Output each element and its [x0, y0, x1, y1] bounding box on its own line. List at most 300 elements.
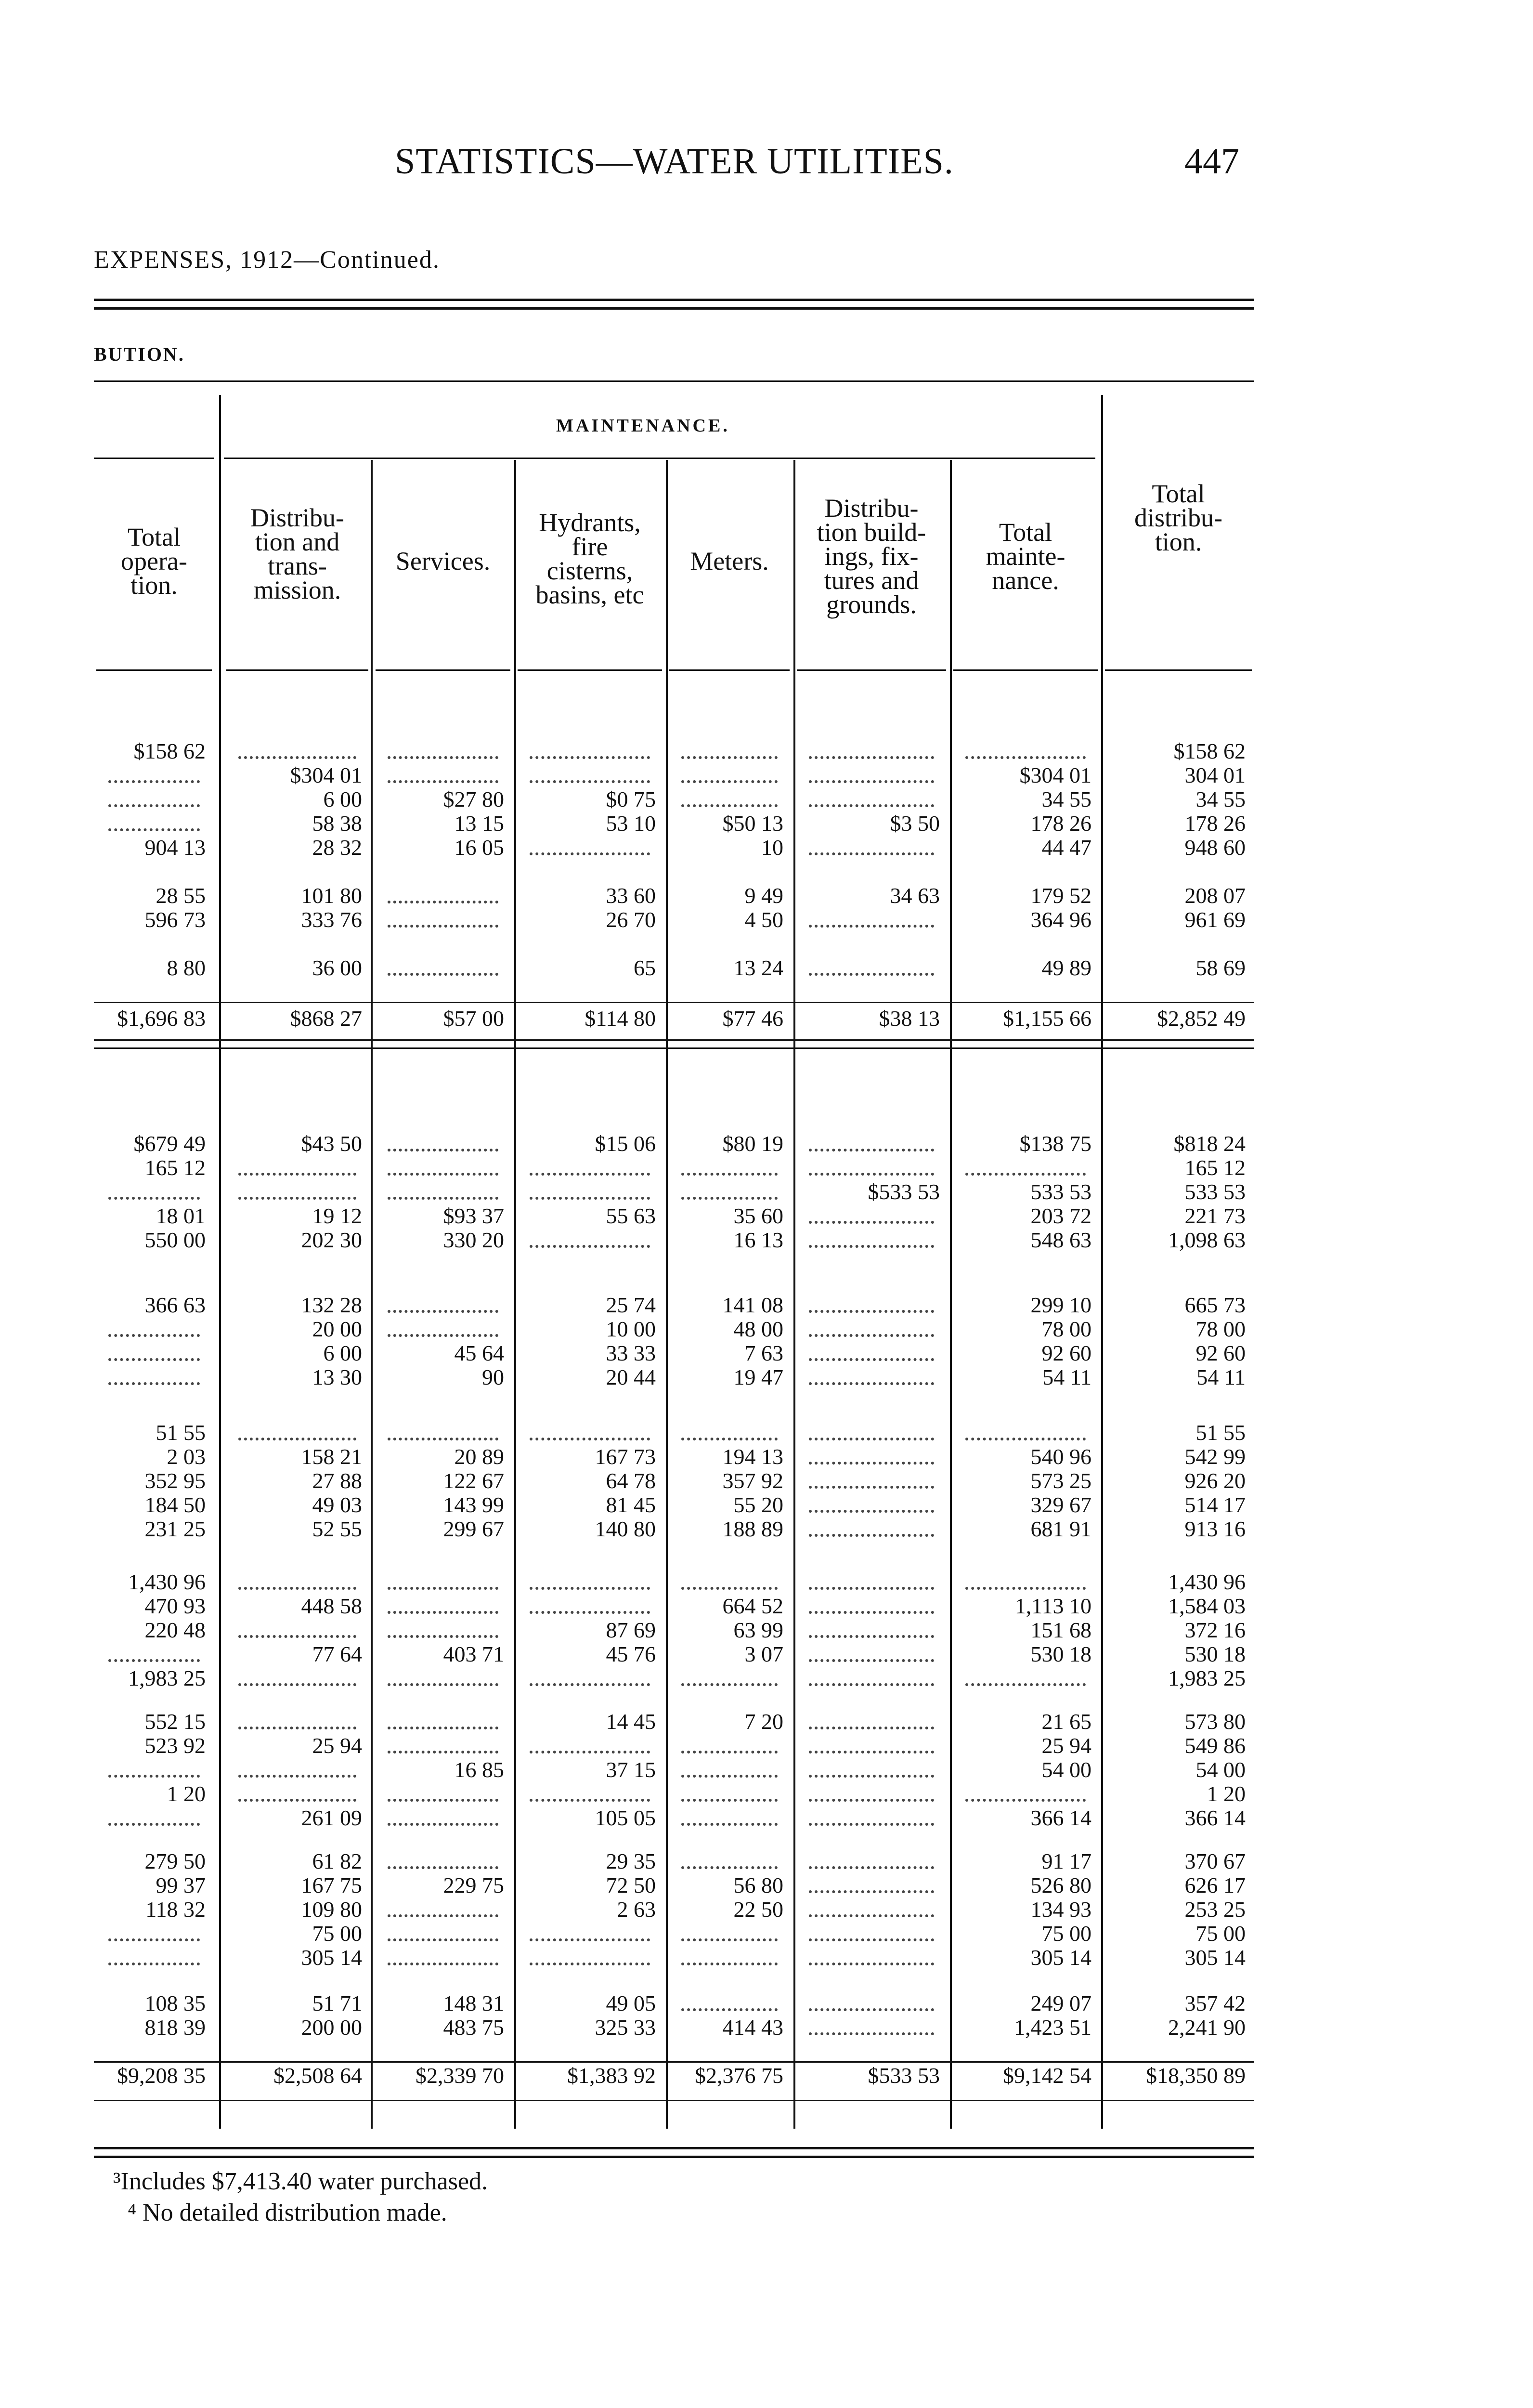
leader-dots — [809, 973, 934, 976]
table-cell: 18 01 — [156, 1204, 206, 1228]
table-cell: 13 15 — [454, 811, 504, 836]
table-cell: 52 55 — [312, 1517, 362, 1541]
leader-dots — [238, 1587, 356, 1590]
table-cell: 27 88 — [312, 1468, 362, 1493]
header-bottom-rule — [376, 669, 510, 671]
table-cell: 45 64 — [454, 1341, 504, 1365]
leader-dots — [388, 1938, 498, 1941]
table-cell: 34 63 — [890, 883, 940, 908]
table-cell: 25 94 — [312, 1733, 362, 1758]
header-bottom-rule — [518, 669, 662, 671]
table-cell: 25 94 — [1041, 1733, 1091, 1758]
column-header: Distribu- tion build- ings, fix- tures and grounds. — [817, 494, 926, 619]
leader-dots — [108, 1938, 200, 1941]
running-title: STATISTICS—WATER UTILITIES. — [395, 141, 954, 182]
table-cell: $114 80 — [585, 1006, 656, 1031]
table-cell: 184 50 — [144, 1492, 206, 1517]
table-cell: 904 13 — [144, 835, 206, 860]
leader-dots — [238, 1173, 356, 1176]
leader-dots — [530, 1587, 650, 1590]
leader-dots — [809, 1245, 934, 1248]
leader-dots — [809, 1635, 934, 1638]
column-header: Total distribu- tion. — [1134, 479, 1222, 556]
leader-dots — [388, 1197, 498, 1200]
leader-dots — [530, 1751, 650, 1754]
top-rule-2 — [94, 307, 1254, 310]
table-cell: 1,423 51 — [1014, 2015, 1091, 2040]
leader-dots — [681, 1438, 778, 1440]
table-cell: 105 05 — [595, 1806, 656, 1830]
table-cell: 22 50 — [733, 1897, 783, 1922]
leader-dots — [530, 1197, 650, 1200]
table-cell: 9 49 — [744, 883, 783, 908]
leader-dots — [809, 780, 934, 783]
table-cell: 28 32 — [312, 835, 362, 860]
table-cell: 357 42 — [1184, 1991, 1246, 2015]
table-cell: $304 01 — [290, 763, 362, 787]
leader-dots — [530, 1438, 650, 1440]
table-cell: 2 63 — [617, 1897, 656, 1922]
leader-dots — [965, 1438, 1086, 1440]
table-cell: 148 31 — [443, 1991, 504, 2015]
table-cell: 55 20 — [733, 1492, 783, 1517]
table-cell: 19 47 — [733, 1365, 783, 1389]
table-cell: 165 12 — [1184, 1155, 1246, 1180]
table-cell: 3 07 — [744, 1642, 783, 1666]
column-header: Distribu- tion and trans- mission. — [250, 503, 344, 604]
table-cell: $57 00 — [443, 1006, 504, 1031]
leader-dots — [809, 2008, 934, 2011]
table-cell: 372 16 — [1184, 1618, 1246, 1642]
leader-dots — [388, 756, 498, 759]
table-cell: $77 46 — [722, 1006, 783, 1031]
table-cell: 352 95 — [144, 1468, 206, 1493]
table-cell: $533 53 — [868, 2063, 940, 2088]
table-cell: 165 12 — [144, 1155, 206, 1180]
table-cell: 366 14 — [1030, 1806, 1091, 1830]
leader-dots — [965, 1799, 1086, 1802]
total-rule — [94, 1002, 1254, 1003]
leader-dots — [238, 1438, 356, 1440]
leader-dots — [809, 1310, 934, 1313]
column-divider — [371, 460, 373, 2129]
leader-dots — [681, 1823, 778, 1826]
leader-dots — [388, 1310, 498, 1313]
table-cell: 92 60 — [1041, 1341, 1091, 1365]
table-cell: 229 75 — [443, 1873, 504, 1898]
table-cell: 72 50 — [606, 1873, 656, 1898]
total-rule — [94, 2061, 1254, 2063]
table-cell: $1,696 83 — [117, 1006, 206, 1031]
table-cell: 329 67 — [1030, 1492, 1091, 1517]
table-cell: 118 32 — [145, 1897, 206, 1922]
table-cell: 664 52 — [722, 1594, 783, 1618]
header-bottom-rule — [669, 669, 790, 671]
table-cell: $2,376 75 — [695, 2063, 783, 2088]
table-cell: 61 82 — [312, 1849, 362, 1873]
table-cell: 178 26 — [1030, 811, 1091, 836]
header-bottom-rule — [96, 669, 212, 671]
table-cell: 37 15 — [606, 1757, 656, 1782]
table-cell: 56 80 — [733, 1873, 783, 1898]
leader-dots — [681, 1938, 778, 1941]
leader-dots — [238, 1683, 356, 1686]
table-cell: 200 00 — [301, 2015, 362, 2040]
footnote-3: ³Includes $7,413.40 water purchased. — [113, 2168, 488, 2195]
table-cell: $679 49 — [133, 1131, 206, 1156]
table-cell: $138 75 — [1019, 1131, 1091, 1156]
total-rule — [94, 1039, 1254, 1041]
leader-dots — [388, 1963, 498, 1965]
table-cell: $304 01 — [1019, 763, 1091, 787]
table-cell: 366 63 — [144, 1293, 206, 1317]
leader-dots — [681, 2008, 778, 2011]
table-cell: 665 73 — [1184, 1293, 1246, 1317]
leader-dots — [108, 1775, 200, 1778]
header-bottom-rule — [953, 669, 1098, 671]
table-cell: 526 80 — [1030, 1873, 1091, 1898]
table-cell: $158 62 — [1173, 739, 1246, 763]
table-cell: 19 12 — [312, 1204, 362, 1228]
table-cell: 188 89 — [722, 1517, 783, 1541]
table-cell: 151 68 — [1030, 1618, 1091, 1642]
table-cell: 178 26 — [1184, 811, 1246, 836]
leader-dots — [809, 1149, 934, 1152]
leader-dots — [108, 1358, 200, 1361]
table-cell: 364 96 — [1030, 907, 1091, 932]
leader-dots — [530, 756, 650, 759]
table-cell: 51 55 — [156, 1420, 206, 1445]
leader-dots — [809, 1659, 934, 1662]
table-cell: 370 67 — [1184, 1849, 1246, 1873]
table-cell: 530 18 — [1030, 1642, 1091, 1666]
table-cell: $9,208 35 — [117, 2063, 206, 2088]
table-cell: 14 45 — [606, 1709, 656, 1734]
table-cell: 305 14 — [1030, 1945, 1091, 1970]
table-cell: 109 80 — [301, 1897, 362, 1922]
leader-dots — [108, 828, 200, 831]
column-divider — [219, 395, 221, 2129]
leader-dots — [809, 1963, 934, 1965]
table-cell: 16 13 — [733, 1228, 783, 1252]
total-rule — [94, 1047, 1254, 1049]
table-cell: 366 14 — [1184, 1806, 1246, 1830]
table-cell: $533 53 — [868, 1179, 940, 1204]
table-cell: 305 14 — [301, 1945, 362, 1970]
table-cell: 325 33 — [595, 2015, 656, 2040]
leader-dots — [809, 1587, 934, 1590]
table-cell: $38 13 — [879, 1006, 940, 1031]
table-cell: $158 62 — [133, 739, 206, 763]
table-cell: $2,508 64 — [273, 2063, 362, 2088]
table-cell: 81 45 — [606, 1492, 656, 1517]
table-cell: 681 91 — [1030, 1517, 1091, 1541]
table-cell: $9,142 54 — [1003, 2063, 1091, 2088]
table-cell: 26 70 — [606, 907, 656, 932]
table-cell: 58 69 — [1195, 955, 1246, 980]
table-cell: $15 06 — [595, 1131, 656, 1156]
leader-dots — [809, 1221, 934, 1224]
table-cell: $2,339 70 — [416, 2063, 504, 2088]
leader-dots — [809, 1823, 934, 1826]
table-cell: 253 25 — [1184, 1897, 1246, 1922]
leader-dots — [809, 804, 934, 807]
table-cell: 36 00 — [312, 955, 362, 980]
table-cell: 54 11 — [1042, 1365, 1091, 1389]
table-cell: 357 92 — [722, 1468, 783, 1493]
table-cell: 134 93 — [1030, 1897, 1091, 1922]
table-cell: 1,983 25 — [1168, 1666, 1246, 1690]
table-cell: 8 80 — [167, 955, 206, 980]
table-cell: 1,113 10 — [1014, 1594, 1091, 1618]
top-rule-1 — [94, 299, 1254, 301]
leader-dots — [809, 1866, 934, 1869]
table-cell: 99 37 — [156, 1873, 206, 1898]
leader-dots — [809, 1382, 934, 1385]
leader-dots — [108, 780, 200, 783]
table-cell: 540 96 — [1030, 1444, 1091, 1469]
table-cell: 45 76 — [606, 1642, 656, 1666]
leader-dots — [530, 1173, 650, 1176]
column-header: Services. — [395, 547, 491, 576]
leader-dots — [681, 1799, 778, 1802]
leader-dots — [388, 1914, 498, 1917]
bottom-rule-2 — [94, 2156, 1254, 2158]
table-cell: 16 85 — [454, 1757, 504, 1782]
table-cell: 573 80 — [1184, 1709, 1246, 1734]
leader-dots — [809, 1938, 934, 1941]
table-cell: 20 00 — [312, 1317, 362, 1341]
leader-dots — [809, 1462, 934, 1465]
table-cell: 4 50 — [744, 907, 783, 932]
table-cell: 483 75 — [443, 2015, 504, 2040]
table-cell: 1,098 63 — [1168, 1228, 1246, 1252]
table-cell: 78 00 — [1195, 1317, 1246, 1341]
table-top-rule — [94, 380, 1254, 382]
table-cell: 143 99 — [443, 1492, 504, 1517]
subtitle: EXPENSES, 1912—Continued. — [94, 246, 440, 274]
table-cell: $2,852 49 — [1157, 1006, 1246, 1031]
leader-dots — [238, 1197, 356, 1200]
leader-dots — [681, 780, 778, 783]
table-cell: 1,430 96 — [128, 1570, 206, 1594]
table-cell: 75 00 — [1041, 1921, 1091, 1946]
table-cell: $80 19 — [722, 1131, 783, 1156]
leader-dots — [238, 1775, 356, 1778]
table-cell: 304 01 — [1184, 763, 1246, 787]
leader-dots — [238, 1635, 356, 1638]
table-cell: $1,383 92 — [567, 2063, 656, 2088]
table-cell: 299 10 — [1030, 1293, 1091, 1317]
leader-dots — [809, 1438, 934, 1440]
leader-dots — [809, 1890, 934, 1893]
leader-dots — [530, 1611, 650, 1614]
table-cell: 948 60 — [1184, 835, 1246, 860]
table-cell: 549 86 — [1184, 1733, 1246, 1758]
leader-dots — [681, 1775, 778, 1778]
table-cell: 208 07 — [1184, 883, 1246, 908]
table-cell: 913 16 — [1184, 1517, 1246, 1541]
table-cell: $0 75 — [606, 787, 656, 811]
column-header: Hydrants, fire cisterns, basins, etc — [535, 508, 644, 609]
leader-dots — [388, 1334, 498, 1337]
table-cell: 202 30 — [301, 1228, 362, 1252]
column-header: Total opera- tion. — [121, 523, 187, 600]
leader-dots — [809, 756, 934, 759]
leader-dots — [809, 2032, 934, 2035]
table-cell: $818 24 — [1173, 1131, 1246, 1156]
table-cell: 261 09 — [301, 1806, 362, 1830]
table-cell: 470 93 — [144, 1594, 206, 1618]
leader-dots — [681, 1197, 778, 1200]
table-cell: 533 53 — [1184, 1179, 1246, 1204]
leader-dots — [388, 1683, 498, 1686]
table-cell: 203 72 — [1030, 1204, 1091, 1228]
table-cell: 403 71 — [443, 1642, 504, 1666]
table-cell: 533 53 — [1030, 1179, 1091, 1204]
table-cell: 77 64 — [312, 1642, 362, 1666]
table-cell: 75 00 — [312, 1921, 362, 1946]
table-cell: 10 — [761, 835, 783, 860]
leader-dots — [809, 1727, 934, 1729]
table-cell: 65 — [634, 955, 656, 980]
leader-dots — [108, 1197, 200, 1200]
leader-dots — [108, 1382, 200, 1385]
table-cell: 249 07 — [1030, 1991, 1091, 2015]
leader-dots — [809, 1683, 934, 1686]
table-cell: 552 15 — [144, 1709, 206, 1734]
table-cell: 2 03 — [167, 1444, 206, 1469]
leader-dots — [809, 1358, 934, 1361]
table-cell: 91 17 — [1041, 1849, 1091, 1873]
table-cell: 44 47 — [1041, 835, 1091, 860]
leader-dots — [681, 1173, 778, 1176]
leader-dots — [388, 780, 498, 783]
table-cell: 231 25 — [144, 1517, 206, 1541]
table-cell: 10 00 — [606, 1317, 656, 1341]
leader-dots — [388, 1635, 498, 1638]
leader-dots — [388, 973, 498, 976]
leader-dots — [388, 1866, 498, 1869]
leader-dots — [388, 1823, 498, 1826]
leader-dots — [388, 1438, 498, 1440]
leader-dots — [108, 1334, 200, 1337]
leader-dots — [965, 1587, 1086, 1590]
table-cell: $27 80 — [443, 787, 504, 811]
table-cell: 414 43 — [722, 2015, 783, 2040]
table-cell: 92 60 — [1195, 1341, 1246, 1365]
table-cell: 194 13 — [722, 1444, 783, 1469]
footnote-4: ⁴ No detailed distribution made. — [128, 2199, 447, 2226]
header-bottom-rule — [1105, 669, 1252, 671]
table-cell: 54 00 — [1041, 1757, 1091, 1782]
table-cell: 818 39 — [144, 2015, 206, 2040]
leader-dots — [238, 756, 356, 759]
leader-dots — [809, 1334, 934, 1337]
heading-fragment: BUTION. — [94, 343, 185, 365]
leader-dots — [809, 1173, 934, 1176]
leader-dots — [530, 1683, 650, 1686]
leader-dots — [530, 1799, 650, 1802]
table-cell: 6 00 — [323, 1341, 362, 1365]
table-cell: 573 25 — [1030, 1468, 1091, 1493]
leader-dots — [530, 780, 650, 783]
table-cell: 141 08 — [722, 1293, 783, 1317]
table-cell: 21 65 — [1041, 1709, 1091, 1734]
leader-dots — [530, 1938, 650, 1941]
column-header: Total mainte- nance. — [986, 518, 1065, 595]
column-header: Meters. — [690, 547, 769, 576]
table-cell: 2,241 90 — [1168, 2015, 1246, 2040]
leader-dots — [809, 1775, 934, 1778]
bottom-rule-1 — [94, 2147, 1254, 2149]
table-cell: 548 63 — [1030, 1228, 1091, 1252]
table-cell: 1,430 96 — [1168, 1570, 1246, 1594]
total-rule — [94, 2100, 1254, 2101]
table-cell: 20 89 — [454, 1444, 504, 1469]
table-cell: 7 63 — [744, 1341, 783, 1365]
table-cell: 220 48 — [144, 1618, 206, 1642]
table-cell: 550 00 — [144, 1228, 206, 1252]
table-cell: 530 18 — [1184, 1642, 1246, 1666]
table-cell: 33 60 — [606, 883, 656, 908]
table-cell: 330 20 — [443, 1228, 504, 1252]
leader-dots — [681, 1683, 778, 1686]
leader-dots — [388, 925, 498, 928]
leader-dots — [809, 1799, 934, 1802]
leader-dots — [530, 852, 650, 855]
table-cell: 90 — [482, 1365, 504, 1389]
table-cell: 448 58 — [301, 1594, 362, 1618]
leader-dots — [681, 804, 778, 807]
leader-dots — [238, 1727, 356, 1729]
table-cell: 49 05 — [606, 1991, 656, 2015]
leader-dots — [809, 852, 934, 855]
leader-dots — [530, 1245, 650, 1248]
leader-dots — [809, 1611, 934, 1614]
table-cell: 51 71 — [312, 1991, 362, 2015]
leader-dots — [388, 1173, 498, 1176]
table-cell: 51 55 — [1195, 1420, 1246, 1445]
table-cell: 1 20 — [167, 1781, 206, 1806]
table-cell: $868 27 — [290, 1006, 362, 1031]
left-header-rule — [94, 458, 214, 459]
table-cell: $3 50 — [890, 811, 940, 836]
table-cell: 13 24 — [733, 955, 783, 980]
table-cell: 626 17 — [1184, 1873, 1246, 1898]
table-cell: 75 00 — [1195, 1921, 1246, 1946]
table-cell: $50 13 — [722, 811, 783, 836]
table-cell: 926 20 — [1184, 1468, 1246, 1493]
table-cell: $43 50 — [301, 1131, 362, 1156]
table-cell: 167 73 — [595, 1444, 656, 1469]
leader-dots — [681, 1963, 778, 1965]
maintenance-group-label: MAINTENANCE. — [556, 416, 730, 436]
leader-dots — [108, 804, 200, 807]
table-cell: 29 35 — [606, 1849, 656, 1873]
leader-dots — [809, 1510, 934, 1513]
table-cell: 49 89 — [1041, 955, 1091, 980]
table-cell: 53 10 — [606, 811, 656, 836]
header-bottom-rule — [797, 669, 946, 671]
leader-dots — [965, 756, 1086, 759]
leader-dots — [108, 1823, 200, 1826]
table-cell: 54 00 — [1195, 1757, 1246, 1782]
leader-dots — [681, 756, 778, 759]
table-cell: 299 67 — [443, 1517, 504, 1541]
table-cell: $93 37 — [443, 1204, 504, 1228]
table-cell: 87 69 — [606, 1618, 656, 1642]
